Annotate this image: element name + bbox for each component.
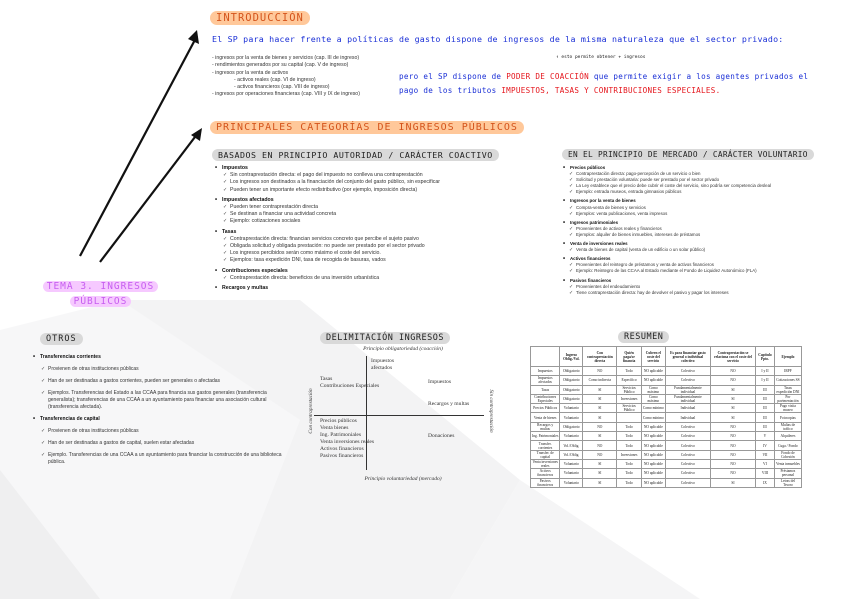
table-cell: Multas de tráfico: [774, 422, 801, 431]
table-cell: Colectivo: [665, 422, 710, 431]
table-cell: SI: [583, 459, 617, 468]
table-cell: VI: [756, 459, 775, 468]
intro-item: - ingresos por la venta de bienes y servicios (cap. III de ingreso): [212, 55, 360, 61]
table-cell: Como indirecta: [583, 376, 617, 385]
table-cell: Letras del Tesoro: [774, 478, 801, 487]
table-cell: Colectivo: [665, 450, 710, 459]
q-bottom-right: Donaciones: [428, 433, 455, 439]
section-head: • Venta de inversiones reales: [570, 241, 838, 247]
table-cell: VIII: [756, 469, 775, 478]
table-cell: Como máximo: [641, 385, 665, 394]
table-cell: SI: [583, 478, 617, 487]
table-cell: III: [756, 385, 775, 394]
table-cell: Todo: [617, 367, 642, 376]
table-cell: NO: [711, 459, 756, 468]
table-cell: Activos financieros: [531, 469, 560, 478]
table-header-cell: Es para financiar gasto general o individual colectivo: [665, 347, 710, 367]
table-cell: Fundamentalmente individual: [665, 385, 710, 394]
table-cell: NO: [583, 367, 617, 376]
table-cell: Inversiones: [617, 394, 642, 403]
table-cell: NO aplicable: [641, 450, 665, 459]
list-item: ✓ Ejemplo: entrada museos, entrada gimnasios públicos: [576, 189, 838, 195]
table-cell: Vol./Oblig.: [560, 450, 583, 459]
table-header-cell: Capítulo Ppto.: [756, 347, 775, 367]
table-cell: SI: [711, 394, 756, 403]
intro-note-small: ↑ esto permite obtener + ingresos: [556, 55, 646, 60]
table-cell: Obligatorio: [560, 376, 583, 385]
section-head: • Recargos y multas: [222, 285, 522, 292]
table-cell: NO: [583, 450, 617, 459]
table-cell: Transfer. corrientes: [531, 441, 560, 450]
list-item: ✓ Ejemplo: Reintegro de las CCAA al Estado mediante el Fondo de Liquidez Autonómico (FLA): [576, 268, 838, 274]
table-cell: III: [756, 413, 775, 422]
list-item: ✓ Ejemplos. Transferencias del Estado a las CCAA para financia sus gastos generales (transferencia generalista); transferencias de una CCAA a un ayuntamiento para financiar una asociación cultural (transferencia afectada).: [48, 390, 292, 411]
autoridad-heading: [212, 150, 499, 160]
table-cell: Colectivo: [665, 376, 710, 385]
table-cell: SI: [583, 413, 617, 422]
list-item: ✓ Ejemplos: alquiler de bienes inmuebles, intereses de préstamos: [576, 232, 838, 238]
table-cell: SI: [583, 469, 617, 478]
mercado-list: [570, 165, 838, 296]
table-cell: Colectivo: [665, 432, 710, 441]
table-cell: Préstamos personal: [774, 469, 801, 478]
table-cell: V: [756, 432, 775, 441]
list-item: ✓ Pueden tener un importante efecto redistributivo (por ejemplo, imposición directa): [230, 187, 522, 194]
table-cell: Voluntario: [560, 413, 583, 422]
list-item: ✓ Provienen de otras instituciones públicas: [48, 366, 292, 373]
tema-line2: PÚBLICOS: [70, 296, 132, 307]
list-item: ✓ Ejemplo. Transferencias de una CCAA a un ayuntamiento para financiar la construcción de una biblioteca pública.: [48, 452, 292, 466]
list-item: ✓ Solicitud y prestación voluntaria: puede ser prestado por el sector privado: [576, 177, 838, 183]
intro-item: - rendimientos generados por su capital (cap. V de ingreso): [212, 62, 349, 69]
arrow-to-introduccion: [80, 36, 197, 256]
table-cell: Pasivos financieros: [531, 478, 560, 487]
list-item: ✓ Sin contraprestación directa: el pago del impuesto no conlleva una contraprestación: [230, 172, 522, 179]
section-head: • Contribuciones especiales: [222, 268, 522, 275]
horizontal-axis: [314, 415, 484, 416]
table-header-cell: Ejemplo: [774, 347, 801, 367]
table-cell: IX: [756, 478, 775, 487]
table-cell: [617, 413, 642, 422]
tributos-list: IMPUESTOS, TASAS Y CONTRIBUCIONES ESPECIALES.: [501, 86, 721, 95]
list-item: ✓ Provenientes de activos reales y financieros: [576, 226, 838, 232]
intro-title: INTRODUCCIÓN: [210, 11, 310, 25]
table-cell: Colectivo: [665, 441, 710, 450]
list-item: ✓ La Ley establece que el precio debe cubrir el coste del servicio, sino podría ser competencia desleal: [576, 183, 838, 189]
right-label: Sin contraprestación: [488, 389, 494, 433]
table-cell: SI: [711, 385, 756, 394]
table-cell: Todo: [617, 432, 642, 441]
table-cell: Como mínimo: [641, 413, 665, 422]
table-cell: Inversiones: [617, 450, 642, 459]
table-cell: Fotocopias: [774, 413, 801, 422]
list-item: ✓ Han de ser destinadas a gastos de capital, suelen estar afectadas: [48, 440, 292, 447]
table-cell: NO: [711, 441, 756, 450]
table-cell: Vol./Oblig.: [560, 441, 583, 450]
section-head: • Ingresos patrimoniales: [570, 220, 838, 226]
table-cell: Colectivo: [665, 469, 710, 478]
list-item: ✓ Ejemplo: cotizaciones sociales: [230, 218, 522, 225]
table-row: [531, 385, 802, 394]
q-top-right-2: Recargos y multas: [428, 401, 470, 407]
table-cell: Como mínimo: [641, 404, 665, 413]
section-head: • Tasas: [222, 229, 522, 236]
table-header-cell: Ingreso Oblig./Vol.: [560, 347, 583, 367]
table-cell: I y II: [756, 376, 775, 385]
table-cell: NO aplicable: [641, 376, 665, 385]
table-row: [531, 413, 802, 422]
table-cell: Específico: [617, 376, 642, 385]
tema-title: [38, 279, 163, 309]
list-item: ✓ Ejemplos: venta publicaciones, venta impresos: [576, 211, 838, 217]
delimitacion-title: DELIMITACIÓN INGRESOS: [320, 332, 450, 344]
table-cell: NO aplicable: [641, 469, 665, 478]
table-cell: NO: [711, 469, 756, 478]
bottom-label: Principio voluntariedad (mercado): [364, 476, 442, 482]
table-cell: NO aplicable: [641, 478, 665, 487]
table-cell: III: [756, 394, 775, 403]
table-cell: SI: [583, 385, 617, 394]
resumen-heading: [618, 332, 669, 342]
section-head: • Activos financieros: [570, 256, 838, 262]
mercado-title: EN EL PRINCIPIO DE MERCADO / CARÁCTER VOLUNTARIO: [562, 149, 814, 160]
list-item: ✓ Se destinan a financiar una actividad concreta: [230, 211, 522, 218]
table-cell: Colectivo: [665, 367, 710, 376]
table-cell: Obligatorio: [560, 394, 583, 403]
poder-coaccion: PODER DE COACCIÓN: [506, 72, 590, 81]
table-cell: NO aplicable: [641, 459, 665, 468]
list-item: ✓ Provenientes del endeudamiento: [576, 284, 838, 290]
q-top-right-1: Impuestos: [428, 379, 451, 385]
table-cell: SI: [711, 404, 756, 413]
table-cell: NO: [711, 450, 756, 459]
table-cell: Todo: [617, 459, 642, 468]
delimitacion-diagram: [308, 346, 498, 486]
list-item: ✓ Han de ser destinadas a gastos corrientes, pueden ser generales o afectadas: [48, 378, 292, 385]
table-cell: Venta de bienes: [531, 413, 560, 422]
table-cell: IV: [756, 441, 775, 450]
table-cell: NO: [711, 432, 756, 441]
table-cell: Impuestos afectados: [531, 376, 560, 385]
section-head: • Precios públicos: [570, 165, 838, 171]
table-row: [531, 394, 802, 403]
table-cell: Como máximo: [641, 394, 665, 403]
table-row: [531, 367, 802, 376]
intro-item: - ingresos por la venta de activos: [212, 69, 289, 76]
section-head: • Transferencias corrientes: [40, 354, 292, 361]
table-row: [531, 404, 802, 413]
table-row: [531, 376, 802, 385]
principales-heading: [210, 122, 524, 133]
list-item: ✓ Contraprestación directa: beneficios de una inversión urbanística: [230, 275, 522, 282]
table-row: [531, 459, 802, 468]
table-cell: Contribuciones Especiales: [531, 394, 560, 403]
section-head: • Ingresos por la venta de bienes: [570, 198, 838, 204]
table-cell: Voluntario: [560, 404, 583, 413]
table-cell: NO aplicable: [641, 432, 665, 441]
arrow-to-categorias: [100, 133, 198, 262]
intro-item: - activos financieros (cap. VIII de ingreso): [234, 84, 330, 91]
table-header-cell: Con contraprestación directa: [583, 347, 617, 367]
section-head: • Transferencias de capital: [40, 416, 292, 423]
table-cell: Impuestos: [531, 367, 560, 376]
list-item: ✓ Provenientes del reintegro de préstamos y venta de activos financieros: [576, 262, 838, 268]
table-row: [531, 441, 802, 450]
table-cell: Tasas expedición DNI: [774, 385, 801, 394]
q-top-center: Impuestos afectados: [371, 358, 394, 371]
table-cell: Ing. Patrimoniales: [531, 432, 560, 441]
table-row: [531, 422, 802, 431]
intro-item: - ingresos por operaciones financieras (cap. VIII y IX de ingreso): [212, 91, 360, 98]
top-label: Principio obligatoriedad (coacción): [363, 346, 443, 352]
table-cell: I y II: [756, 367, 775, 376]
table-cell: NO: [583, 441, 617, 450]
table-cell: Tasas: [531, 385, 560, 394]
table-cell: Individual: [665, 404, 710, 413]
table-cell: Colectivo: [665, 478, 710, 487]
mercado-heading: [562, 150, 814, 159]
table-cell: VII: [756, 450, 775, 459]
table-row: [531, 469, 802, 478]
delimitacion-heading: [320, 333, 450, 343]
table-cell: Todo: [617, 422, 642, 431]
table-cell: Servicios Público: [617, 385, 642, 394]
list-item: ✓ Los ingresos son destinados a la financiación del conjunto del gasto público, sin especificar: [230, 179, 522, 186]
list-item: ✓ Compra-venta de bienes y servicios: [576, 205, 838, 211]
otros-title: OTROS: [40, 333, 83, 345]
table-cell: Obligatorio: [560, 422, 583, 431]
section-head: • Pasivos financieros: [570, 278, 838, 284]
table-cell: Voluntario: [560, 478, 583, 487]
section-head: • Impuestos: [222, 165, 522, 172]
table-cell: Alquileres: [774, 432, 801, 441]
otros-list: [40, 354, 292, 471]
table-row: [531, 432, 802, 441]
intro-heading: [210, 12, 310, 24]
table-cell: Pago visita museo: [774, 404, 801, 413]
list-item: ✓ Ejemplos: tasa expedición DNI, tasa de recogida de basuras, vados: [230, 257, 522, 264]
intro-list: [212, 55, 412, 99]
table-cell: Colectivo: [665, 459, 710, 468]
list-item: ✓ Los ingresos percibidos serán como máximo el coste del servicio.: [230, 250, 522, 257]
table-cell: NO: [583, 422, 617, 431]
table-cell: Todo: [617, 441, 642, 450]
table-cell: Cotizaciones SS: [774, 376, 801, 385]
list-item: ✓ Provienen de otras instituciones públicas: [48, 428, 292, 435]
table-cell: NO aplicable: [641, 422, 665, 431]
table-cell: Venta inversiones reales: [532, 460, 558, 469]
principales-title: PRINCIPALES CATEGORÍAS DE INGRESOS PÚBLICOS: [210, 121, 524, 134]
table-cell: Venta inmuebles: [774, 459, 801, 468]
q-bottom-left: Precios públicos Venta bienes Ing. Patrimoniales Venta inversiones reales Activos financieros Pasivos financieros: [320, 418, 375, 459]
table-cell: Precios Públicos: [531, 404, 560, 413]
intro-item: - activos reales (cap. VI de ingreso): [234, 76, 316, 83]
table-header-row: [531, 347, 802, 367]
table-cell: Obligatorio: [560, 385, 583, 394]
table-cell: III: [756, 422, 775, 431]
table-cell: SI: [583, 404, 617, 413]
table-cell: Servicios Público: [617, 404, 642, 413]
tema-line1: TEMA 3. INGRESOS: [43, 281, 159, 292]
left-label: Con contraprestación: [308, 388, 314, 434]
table-cell: SI: [583, 394, 617, 403]
autoridad-title: BASADOS EN PRINCIPIO AUTORIDAD / CARÁCTER COACTIVO: [212, 149, 499, 161]
section-head: • Impuestos afectados: [222, 197, 522, 204]
table-cell: SI: [711, 478, 756, 487]
resumen-table: [530, 346, 802, 488]
table-cell: Voluntario: [560, 459, 583, 468]
table-cell: III: [756, 404, 775, 413]
list-item: ✓ Contraprestación directa: financian servicios concreto que percibe el sujeto pasivo: [230, 236, 522, 243]
table-cell: NO: [711, 376, 756, 385]
list-item: ✓ Obligada solicitud y obligada prestación: no puede ser prestado por el sector privado: [230, 243, 522, 250]
table-cell: SI: [711, 413, 756, 422]
table-cell: NO aplicable: [641, 367, 665, 376]
table-cell: NO aplicable: [641, 441, 665, 450]
otros-heading: [40, 334, 83, 344]
resumen-title: RESUMEN: [618, 331, 669, 343]
list-item: ✓ Tiene contraprestación directa: hay de devolver el pasivo y pagar los intereses: [576, 290, 838, 296]
table-cell: Transfer. de capital: [531, 450, 560, 459]
table-cell: Todo: [617, 469, 642, 478]
table-cell: IRPF: [774, 367, 801, 376]
table-cell: Cuga / Fondo: [774, 441, 801, 450]
table-cell: Voluntario: [560, 469, 583, 478]
list-item: ✓ Pueden tener contraprestación directa: [230, 204, 522, 211]
table-cell: SI: [583, 432, 617, 441]
table-header-cell: Cubren el coste del servicio: [641, 347, 665, 367]
table-row: [531, 450, 802, 459]
table-row: [531, 478, 802, 487]
table-cell: Por pavimentación: [774, 394, 801, 403]
table-cell: Todo: [617, 478, 642, 487]
table-cell: Fondo de Cohesión: [774, 450, 801, 459]
intro-handwritten: El SP para hacer frente a políticas de gasto dispone de ingresos de la misma naturaleza que el sector privado:: [212, 34, 784, 44]
autoridad-list: [222, 165, 522, 292]
table-header-cell: [531, 347, 560, 367]
intro-note: pero el SP dispone de PODER DE COACCIÓN que permite exigir a los agentes privados el pago de los tributos IMPUESTOS, TASAS Y CONTRIBUCIONES ESPECIALES.: [399, 72, 809, 95]
table-cell: Obligatorio: [560, 367, 583, 376]
table-cell: Fundamentalmente individual: [665, 394, 710, 403]
table-header-cell: Contraprestación se relaciona con el coste del servicio: [711, 347, 756, 367]
table-cell: Voluntario: [560, 432, 583, 441]
table-cell: NO: [711, 367, 756, 376]
table-cell: NO: [711, 422, 756, 431]
table-header-cell: Quién paga/se financia: [617, 347, 642, 367]
table-cell: Individual: [665, 413, 710, 422]
table-cell: Recargos y multas: [531, 422, 560, 431]
list-item: ✓ Venta de bienes de capital (venta de un edificio o un solar público): [576, 247, 838, 253]
q-top-left: Tasas Contribuciones Especiales: [320, 376, 380, 389]
list-item: ✓ Contraprestación directa: pago-percepción de un servicio o bien: [576, 171, 838, 177]
